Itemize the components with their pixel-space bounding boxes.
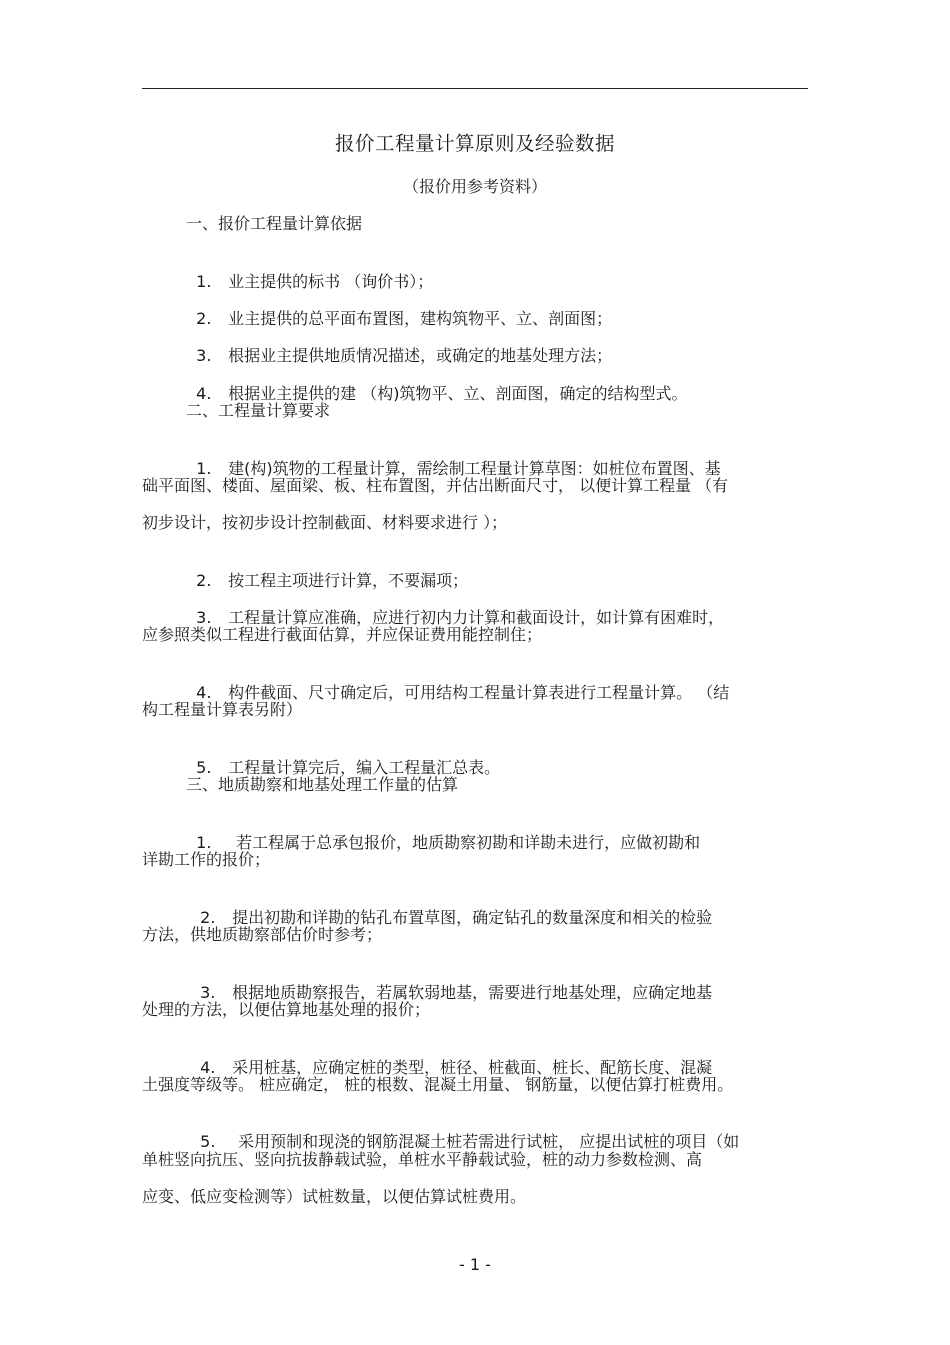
s3-item-5-line-2: 单桩竖向抗压、竖向抗拔静载试验，单桩水平静载试验，桩的动力参数检测、高 <box>142 1150 703 1169</box>
s3-item-4-line-2: 土强度等级等。 桩应确定， 桩的根数、混凝土用量、 钢筋量，以便估算打桩费用。 <box>142 1075 734 1094</box>
item-text: 构件截面、尺寸确定后，可用结构工程量计算表进行工程量计算。 （结 <box>228 683 730 702</box>
item-number: 2. <box>200 908 216 927</box>
s3-item-5-line-1 <box>190 1112 739 1152</box>
s2-item-4-line-2: 构工程量计算表另附） <box>142 700 303 719</box>
document-subtitle: （报价用参考资料） <box>402 177 547 196</box>
page-number: - 1 - <box>459 1255 491 1274</box>
item-text: 采用桩基，应确定桩的类型，桩径、桩截面、桩长、配筋长度、混凝 <box>232 1058 713 1077</box>
item-text: 若工程属于总承包报价，地质勘察初勘和详勘未进行，应做初勘和 <box>236 833 701 852</box>
item-number: 2. <box>196 309 212 328</box>
s2-item-5 <box>186 738 500 778</box>
item-number: 3. <box>200 983 216 1002</box>
item-number: 4. <box>200 1058 216 1077</box>
s2-item-3-line-2: 应参照类似工程进行截面估算，并应保证费用能控制住； <box>142 625 543 644</box>
item-number: 1. <box>196 459 212 478</box>
s2-item-1-line-3: 初步设计，按初步设计控制截面、材料要求进行 ）； <box>142 513 508 532</box>
item-text: 建(构)筑物的工程量计算，需绘制工程量计算草图：如桩位布置图、基 <box>228 459 721 478</box>
item-number: 4. <box>196 384 212 403</box>
s3-item-2-line-1 <box>190 888 712 928</box>
s2-item-3-line-1 <box>186 588 724 628</box>
item-text: 工程量计算应准确，应进行初内力计算和截面设计，如计算有困难时， <box>228 608 725 627</box>
s3-item-1-line-1 <box>186 813 700 853</box>
s3-item-3-line-1 <box>190 963 712 1003</box>
s3-item-1-line-2: 详勘工作的报价； <box>142 850 271 869</box>
section-heading-1: 一、报价工程量计算依据 <box>186 214 363 233</box>
item-number: 5. <box>200 1132 216 1151</box>
item-text: 提出初勘和详勘的钻孔布置草图，确定钻孔的数量深度和相关的检验 <box>232 908 713 927</box>
s2-item-4-line-1 <box>186 663 729 703</box>
section-heading-2: 二、工程量计算要求 <box>186 401 331 420</box>
s3-item-2-line-2: 方法，供地质勘察部估价时参考； <box>142 925 383 944</box>
s3-item-5-line-3: 应变、低应变检测等）试桩数量，以便估算试桩费用。 <box>142 1187 527 1206</box>
item-number: 2. <box>196 571 212 590</box>
s1-item-3 <box>186 326 612 366</box>
s1-item-1 <box>186 252 433 292</box>
item-number: 4. <box>196 683 212 702</box>
item-text: 业主提供的总平面布置图，建构筑物平、立、剖面图； <box>228 309 613 328</box>
section-heading-3: 三、地质勘察和地基处理工作量的估算 <box>186 775 459 794</box>
document-title: 报价工程量计算原则及经验数据 <box>334 132 615 155</box>
item-number: 5. <box>196 758 212 777</box>
item-text: 按工程主项进行计算，不要漏项； <box>228 571 469 590</box>
item-number: 3. <box>196 608 212 627</box>
s1-item-2 <box>186 289 612 329</box>
item-text: 根据地质勘察报告，若属软弱地基，需要进行地基处理，应确定地基 <box>232 983 713 1002</box>
s3-item-3-line-2: 处理的方法，以便估算地基处理的报价； <box>142 1000 431 1019</box>
item-number: 1. <box>196 833 212 852</box>
s3-item-4-line-1 <box>190 1038 712 1078</box>
header-rule <box>142 88 808 89</box>
item-text: 业主提供的标书 （询价书）； <box>228 272 434 291</box>
s2-item-1-line-2: 础平面图、楼面、屋面梁、板、柱布置图，并估出断面尺寸， 以便计算工程量 （有 <box>142 476 729 495</box>
s1-item-4 <box>186 364 688 404</box>
s2-item-1-line-1 <box>186 439 721 479</box>
item-number: 3. <box>196 346 212 365</box>
item-text: 采用预制和现浇的钢筋混凝土桩若需进行试桩， 应提出试桩的项目（如 <box>238 1132 740 1151</box>
item-text: 根据业主提供地质情况描述，或确定的地基处理方法； <box>228 346 613 365</box>
item-text: 工程量计算完后，编入工程量汇总表。 <box>228 758 501 777</box>
s2-item-2 <box>186 551 468 591</box>
item-text: 根据业主提供的建 （构)筑物平、立、剖面图，确定的结构型式。 <box>228 384 688 403</box>
item-number: 1. <box>196 272 212 291</box>
